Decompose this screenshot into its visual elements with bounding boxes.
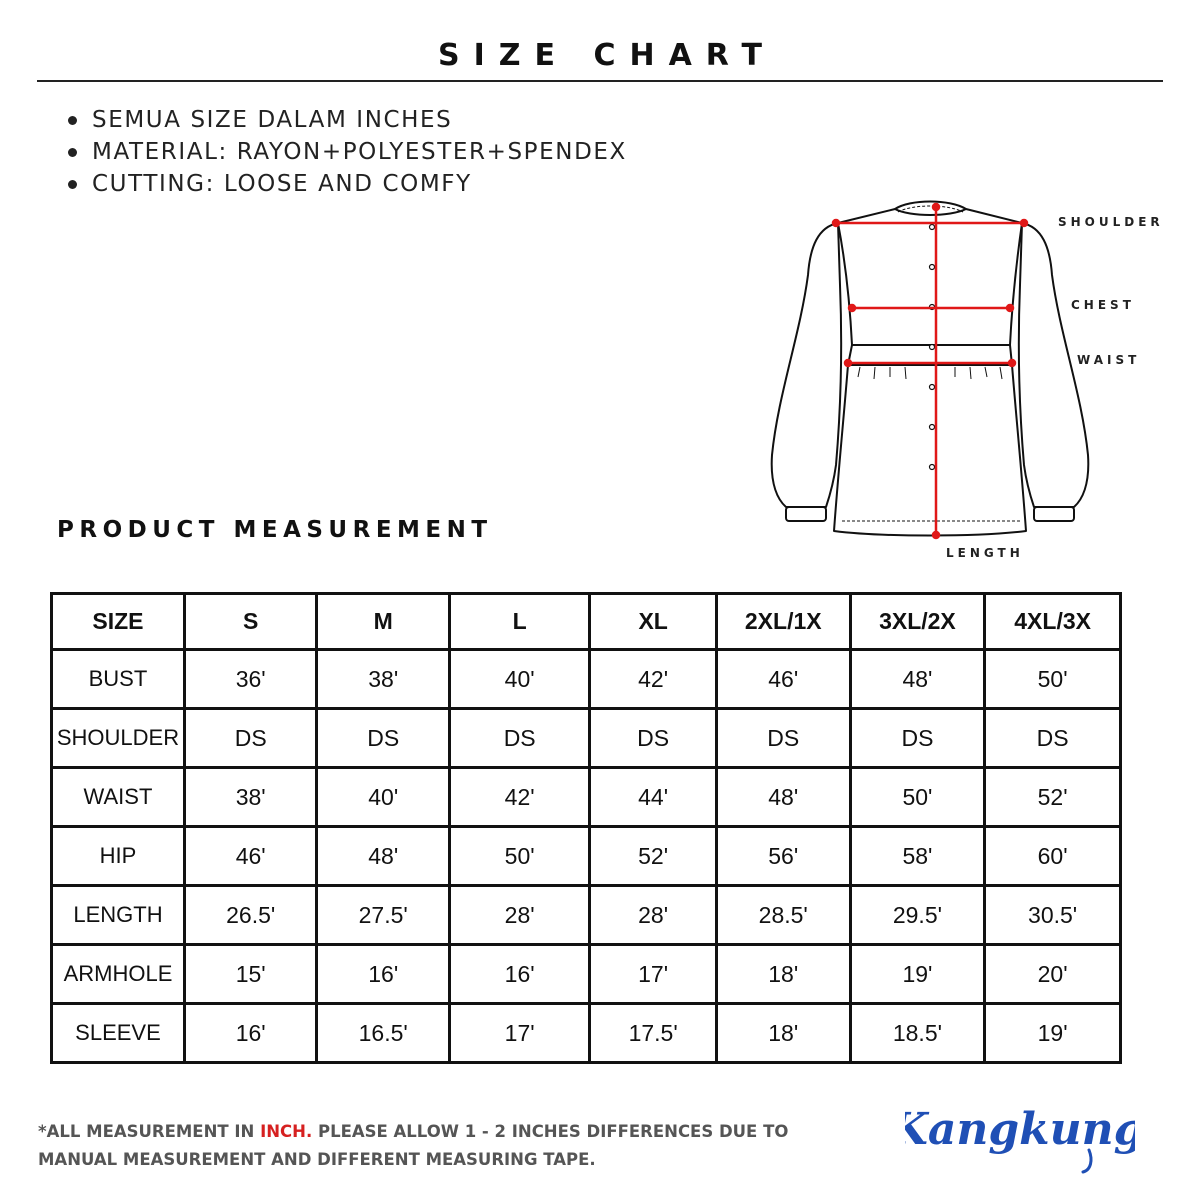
table-cell: 17' (590, 945, 717, 1004)
footnote-suffix: PLEASE ALLOW 1 - 2 INCHES DIFFERENCES DUE TO MANUAL MEASUREMENT AND DIFFERENT MEASURING TAPE. (38, 1122, 789, 1169)
table-row (52, 945, 1121, 1004)
table-cell: 20' (985, 945, 1121, 1004)
table-cell: DS (184, 709, 317, 768)
header-cell: 4XL/3X (985, 594, 1121, 650)
table-cell: 50' (985, 650, 1121, 709)
table-cell: 42' (449, 768, 589, 827)
table-cell: 28' (590, 886, 717, 945)
waist-label: WAIST (1077, 353, 1141, 367)
table-cell: 28.5' (716, 886, 850, 945)
table-cell: 17' (449, 1004, 589, 1063)
table-cell: 56' (716, 827, 850, 886)
table-header-row (52, 594, 1121, 650)
left-sleeve (772, 223, 842, 507)
left-cuff (786, 507, 826, 521)
footnote-highlight: INCH. (260, 1122, 313, 1141)
header-cell: L (449, 594, 589, 650)
header-cell: 3XL/2X (850, 594, 985, 650)
table-cell: 44' (590, 768, 717, 827)
table-cell: 60' (985, 827, 1121, 886)
note-item: MATERIAL: RAYON+POLYESTER+SPENDEX (68, 136, 627, 168)
row-label: LENGTH (52, 886, 185, 945)
header-cell: S (184, 594, 317, 650)
table-cell: 42' (590, 650, 717, 709)
table-row (52, 886, 1121, 945)
measurement-footnote (38, 1118, 858, 1174)
table-cell: 50' (850, 768, 985, 827)
bodice (838, 209, 1022, 345)
blouse-sketch-illustration (760, 195, 1180, 565)
notes-list (68, 104, 627, 200)
table-cell: 19' (850, 945, 985, 1004)
table-cell: 16' (317, 945, 450, 1004)
table-cell: DS (850, 709, 985, 768)
brand-logo (905, 1092, 1135, 1182)
table-cell: 48' (850, 650, 985, 709)
table-cell: 16' (184, 1004, 317, 1063)
table-cell: 52' (590, 827, 717, 886)
row-label: HIP (52, 827, 185, 886)
row-label: WAIST (52, 768, 185, 827)
table-cell: 48' (716, 768, 850, 827)
table-row (52, 827, 1121, 886)
title-divider (37, 80, 1163, 82)
table-row (52, 709, 1121, 768)
page-title: SIZE CHART (437, 38, 777, 73)
brand-logo-icon (905, 1092, 1135, 1182)
header-cell: SIZE (52, 594, 185, 650)
section-title: PRODUCT MEASUREMENT (57, 517, 493, 543)
table-row (52, 650, 1121, 709)
footnote-prefix: *ALL MEASUREMENT IN (38, 1122, 261, 1141)
table-cell: 58' (850, 827, 985, 886)
table-cell: DS (449, 709, 589, 768)
table-cell: 19' (985, 1004, 1121, 1063)
table-cell: 48' (317, 827, 450, 886)
header-cell: M (317, 594, 450, 650)
table-cell: 52' (985, 768, 1121, 827)
shoulder-label: SHOULDER (1058, 215, 1164, 229)
table-cell: DS (985, 709, 1121, 768)
table-cell: DS (716, 709, 850, 768)
table-cell: DS (317, 709, 450, 768)
table-cell: 15' (184, 945, 317, 1004)
table-cell: DS (590, 709, 717, 768)
skirt (834, 365, 1026, 536)
table-cell: 28' (449, 886, 589, 945)
table-cell: 50' (449, 827, 589, 886)
table-cell: 18.5' (850, 1004, 985, 1063)
size-table (50, 592, 1122, 1064)
garment-diagram (760, 195, 1180, 565)
length-label: LENGTH (946, 546, 1024, 560)
table-cell: 46' (184, 827, 317, 886)
row-label: ARMHOLE (52, 945, 185, 1004)
chest-label: CHEST (1071, 298, 1135, 312)
table-cell: 27.5' (317, 886, 450, 945)
neckline (895, 202, 966, 210)
header-cell: 2XL/1X (716, 594, 850, 650)
table-cell: 29.5' (850, 886, 985, 945)
header-cell: XL (590, 594, 717, 650)
row-label: SHOULDER (52, 709, 185, 768)
table-cell: 46' (716, 650, 850, 709)
table-cell: 40' (317, 768, 450, 827)
row-label: SLEEVE (52, 1004, 185, 1063)
table-row (52, 768, 1121, 827)
table-cell: 30.5' (985, 886, 1121, 945)
row-label: BUST (52, 650, 185, 709)
table-cell: 38' (184, 768, 317, 827)
table-cell: 16.5' (317, 1004, 450, 1063)
note-item: CUTTING: LOOSE AND COMFY (68, 168, 627, 200)
right-cuff (1034, 507, 1074, 521)
brand-wordmark: Kangkung (905, 1104, 1135, 1155)
table-row (52, 1004, 1121, 1063)
table-cell: 40' (449, 650, 589, 709)
note-item: SEMUA SIZE DALAM INCHES (68, 104, 627, 136)
table-cell: 16' (449, 945, 589, 1004)
table-cell: 17.5' (590, 1004, 717, 1063)
table-cell: 18' (716, 945, 850, 1004)
table-cell: 38' (317, 650, 450, 709)
table-cell: 36' (184, 650, 317, 709)
table-cell: 18' (716, 1004, 850, 1063)
table-cell: 26.5' (184, 886, 317, 945)
